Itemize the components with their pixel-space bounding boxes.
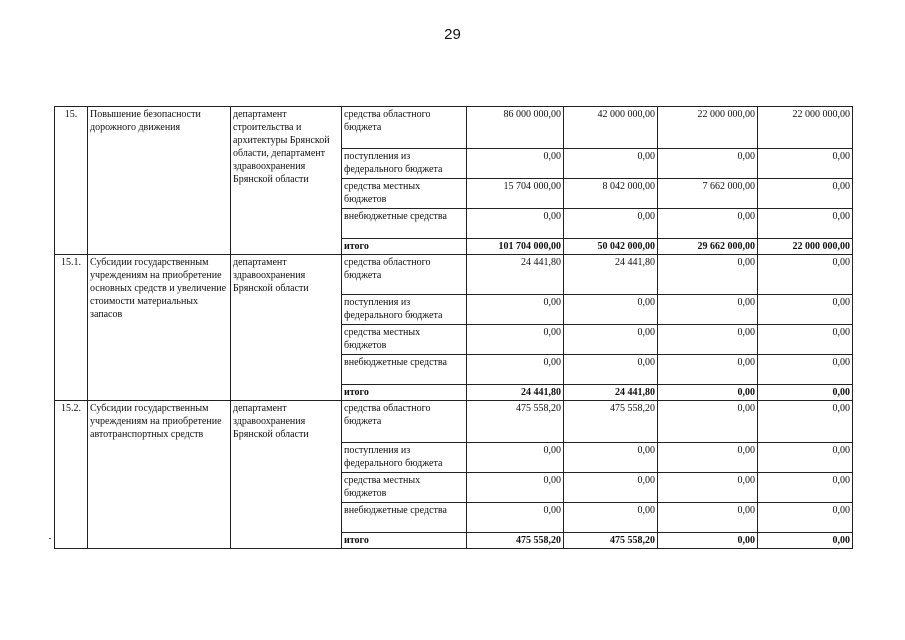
amount-cell: 42 000 000,00 xyxy=(564,107,658,149)
amount-cell: 0,00 xyxy=(564,443,658,473)
funding-source: поступления из федерального бюджета xyxy=(342,149,467,179)
amount-cell: 0,00 xyxy=(467,209,564,239)
amount-cell: 0,00 xyxy=(564,295,658,325)
amount-cell: 0,00 xyxy=(658,503,758,533)
amount-cell: 0,00 xyxy=(758,473,853,503)
table-row xyxy=(55,255,853,295)
scan-mark xyxy=(49,538,51,539)
amount-cell: 0,00 xyxy=(658,325,758,355)
amount-cell: 0,00 xyxy=(758,443,853,473)
amount-cell: 0,00 xyxy=(564,209,658,239)
funding-source: поступления из федерального бюджета xyxy=(342,295,467,325)
amount-cell: 0,00 xyxy=(467,295,564,325)
amount-cell: 475 558,20 xyxy=(467,533,564,549)
amount-cell: 0,00 xyxy=(758,355,853,385)
amount-cell: 475 558,20 xyxy=(564,533,658,549)
amount-cell: 0,00 xyxy=(564,325,658,355)
amount-cell: 0,00 xyxy=(467,503,564,533)
amount-cell: 0,00 xyxy=(758,401,853,443)
amount-cell: 0,00 xyxy=(564,355,658,385)
funding-source: средства местных бюджетов xyxy=(342,179,467,209)
row-code: 15.2. xyxy=(55,401,88,549)
amount-cell: 22 000 000,00 xyxy=(758,239,853,255)
funding-source: средства областного бюджета xyxy=(342,255,467,295)
amount-cell: 0,00 xyxy=(467,355,564,385)
funding-source: итого xyxy=(342,533,467,549)
row-code: 15. xyxy=(55,107,88,255)
amount-cell: 0,00 xyxy=(564,473,658,503)
amount-cell: 24 441,80 xyxy=(564,385,658,401)
amount-cell: 0,00 xyxy=(758,533,853,549)
funding-source: поступления из федерального бюджета xyxy=(342,443,467,473)
amount-cell: 0,00 xyxy=(564,149,658,179)
amount-cell: 0,00 xyxy=(758,295,853,325)
funding-source: средства областного бюджета xyxy=(342,401,467,443)
amount-cell: 24 441,80 xyxy=(467,255,564,295)
funding-source: средства местных бюджетов xyxy=(342,473,467,503)
measure-name: Повышение безопасности дорожного движения xyxy=(88,107,231,255)
amount-cell: 475 558,20 xyxy=(467,401,564,443)
table-row xyxy=(55,107,853,149)
amount-cell: 22 000 000,00 xyxy=(658,107,758,149)
amount-cell: 0,00 xyxy=(658,385,758,401)
table-body xyxy=(55,107,853,549)
row-code: 15.1. xyxy=(55,255,88,401)
amount-cell: 0,00 xyxy=(658,255,758,295)
amount-cell: 101 704 000,00 xyxy=(467,239,564,255)
amount-cell: 50 042 000,00 xyxy=(564,239,658,255)
amount-cell: 0,00 xyxy=(467,149,564,179)
funding-source: внебюджетные средства xyxy=(342,355,467,385)
budget-table xyxy=(54,106,853,549)
amount-cell: 86 000 000,00 xyxy=(467,107,564,149)
amount-cell: 0,00 xyxy=(564,503,658,533)
amount-cell: 0,00 xyxy=(758,149,853,179)
amount-cell: 0,00 xyxy=(658,295,758,325)
amount-cell: 0,00 xyxy=(658,149,758,179)
amount-cell: 0,00 xyxy=(758,209,853,239)
table-row xyxy=(55,401,853,443)
amount-cell: 0,00 xyxy=(467,443,564,473)
amount-cell: 0,00 xyxy=(758,255,853,295)
amount-cell: 475 558,20 xyxy=(564,401,658,443)
executor: департамент строительства и архитектуры Брянской области, департамент здравоохранения Брянской области xyxy=(231,107,342,255)
amount-cell: 15 704 000,00 xyxy=(467,179,564,209)
amount-cell: 7 662 000,00 xyxy=(658,179,758,209)
funding-source: средства областного бюджета xyxy=(342,107,467,149)
amount-cell: 0,00 xyxy=(658,401,758,443)
amount-cell: 0,00 xyxy=(467,325,564,355)
amount-cell: 24 441,80 xyxy=(564,255,658,295)
amount-cell: 0,00 xyxy=(658,443,758,473)
amount-cell: 0,00 xyxy=(658,473,758,503)
amount-cell: 0,00 xyxy=(758,503,853,533)
amount-cell: 0,00 xyxy=(467,473,564,503)
funding-source: итого xyxy=(342,385,467,401)
funding-source: итого xyxy=(342,239,467,255)
amount-cell: 0,00 xyxy=(758,179,853,209)
amount-cell: 0,00 xyxy=(658,355,758,385)
measure-name: Субсидии государственным учреждениям на приобретение автотранспортных средств xyxy=(88,401,231,549)
amount-cell: 0,00 xyxy=(758,325,853,355)
executor: департамент здравоохранения Брянской области xyxy=(231,255,342,401)
amount-cell: 0,00 xyxy=(658,533,758,549)
amount-cell: 8 042 000,00 xyxy=(564,179,658,209)
amount-cell: 0,00 xyxy=(758,385,853,401)
page-number: 29 xyxy=(444,26,461,43)
amount-cell: 0,00 xyxy=(658,209,758,239)
funding-source: средства местных бюджетов xyxy=(342,325,467,355)
funding-source: внебюджетные средства xyxy=(342,503,467,533)
amount-cell: 29 662 000,00 xyxy=(658,239,758,255)
measure-name: Субсидии государственным учреждениям на приобретение основных средств и увеличение стоимости материальных запасов xyxy=(88,255,231,401)
amount-cell: 22 000 000,00 xyxy=(758,107,853,149)
amount-cell: 24 441,80 xyxy=(467,385,564,401)
executor: департамент здравоохранения Брянской области xyxy=(231,401,342,549)
funding-source: внебюджетные средства xyxy=(342,209,467,239)
